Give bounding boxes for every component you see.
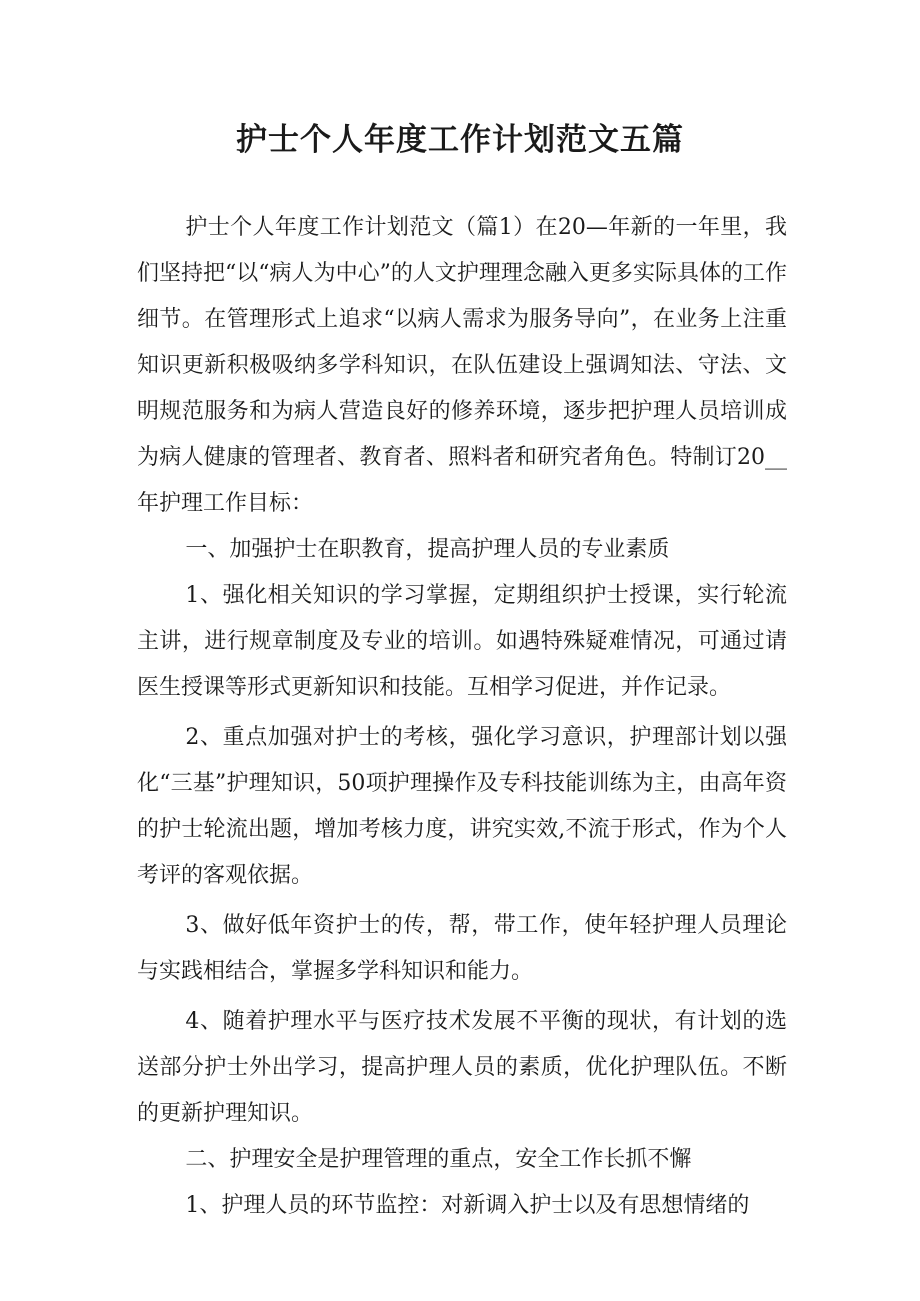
section-heading-2: 二、护理安全是护理管理的重点，安全工作长抓不懈 (185, 1147, 692, 1172)
paragraph-intro: 护士个人年度工作计划范文（篇1）在20—年新的一年里，我们坚持把“以“病人为中心”的人文护理理念融入更多实际具体的工作细节。在管理形式上追求“以病人需求为服务导向”，在业务上注重知识更新积极吸纳多学科知识，在队伍建设上强调知法、守法、文明规范服务和为病人营造良好的修养环境，逐步把护理人员培训成为病人健康的管理者、教育者、照料者和研究者角色。特制订20__年护理工作目标： (137, 215, 787, 516)
document-body (137, 205, 787, 1229)
paragraph-item-1-3: 3、做好低年资护士的传，帮，带工作，使年轻护理人员理论与实践相结合，掌握多学科知识和能力。 (137, 913, 787, 984)
paragraph-item-1-1: 1、强化相关知识的学习掌握，定期组织护士授课，实行轮流主讲，进行规章制度及专业的培训。如遇特殊疑难情况，可通过请医生授课等形式更新知识和技能。互相学习促进，并作记录。 (137, 583, 787, 700)
paragraph-item-2-1: 1、护理人员的环节监控：对新调入护士以及有思想情绪的 (185, 1193, 750, 1218)
paragraph-item-1-2: 2、重点加强对护士的考核，强化学习意识，护理部计划以强化“三基”护理知识，50项护理操作及专科技能训练为主，由高年资的护士轮流出题，增加考核力度，讲究实效,不流于形式，作为个人考评的客观依据。 (137, 725, 787, 888)
section-heading-1: 一、加强护士在职教育，提高护理人员的专业素质 (185, 537, 670, 562)
document-title: 护士个人年度工作计划范文五篇 (236, 122, 684, 158)
paragraph-item-1-4: 4、随着护理水平与医疗技术发展不平衡的现状，有计划的选送部分护士外出学习，提高护理人员的素质，优化护理队伍。不断的更新护理知识。 (137, 1009, 787, 1126)
